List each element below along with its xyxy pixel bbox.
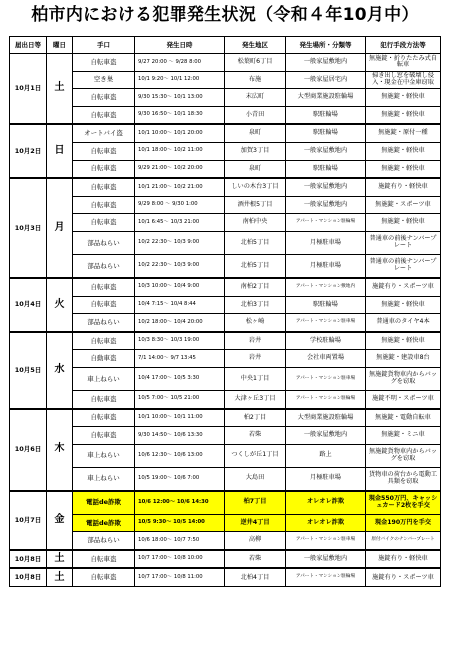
day-of-week-cell: 火 bbox=[47, 278, 73, 332]
table-row bbox=[10, 409, 441, 427]
place-cell: 一般家屋敷地内 bbox=[286, 178, 366, 196]
place-cell: アパート・マンション駐車場 bbox=[286, 314, 366, 332]
area-cell: 小青田 bbox=[225, 106, 286, 124]
technique-cell: 無施錠・軽快車 bbox=[366, 89, 441, 107]
datetime-cell: 10/2 22:30～ 10/3 9:00 bbox=[135, 231, 225, 254]
area-cell: 北柏5丁目 bbox=[225, 231, 286, 254]
area-cell: 中央1丁目 bbox=[225, 367, 286, 390]
table-row bbox=[10, 350, 441, 368]
day-of-week-cell: 土 bbox=[47, 550, 73, 569]
place-cell: 月極駐車場 bbox=[286, 467, 366, 491]
area-cell: 岩井 bbox=[225, 332, 286, 350]
datetime-cell: 10/1 9:20～ 10/1 12:00 bbox=[135, 71, 225, 89]
place-cell: 月極駐車場 bbox=[286, 254, 366, 278]
table-row bbox=[10, 427, 441, 445]
technique-cell: 現金550万円、キャッシュカード2枚を手交 bbox=[366, 491, 441, 515]
method-cell: 自転車盗 bbox=[73, 390, 135, 408]
day-of-week-cell: 月 bbox=[47, 178, 73, 278]
place-cell: オレオレ詐欺 bbox=[286, 514, 366, 532]
area-cell: 逆井4丁目 bbox=[225, 514, 286, 532]
technique-cell: 現金190万円を手交 bbox=[366, 514, 441, 532]
technique-cell: 無施錠・軽快車 bbox=[366, 332, 441, 350]
area-cell: 北柏5丁目 bbox=[225, 254, 286, 278]
method-cell: 車上ねらい bbox=[73, 467, 135, 491]
method-cell: 部品ねらい bbox=[73, 254, 135, 278]
area-cell: 高柳 bbox=[225, 532, 286, 550]
area-cell: 末広町 bbox=[225, 89, 286, 107]
method-cell: 部品ねらい bbox=[73, 231, 135, 254]
place-cell: アパート・マンション駐輪場 bbox=[286, 214, 366, 232]
datetime-cell: 9/27 20:00 ～ 9/28 8:00 bbox=[135, 54, 225, 72]
place-cell: 駅駐輪場 bbox=[286, 160, 366, 178]
area-cell: つくしが丘1丁目 bbox=[225, 444, 286, 467]
place-cell: アパート・マンション駐車場 bbox=[286, 367, 366, 390]
date-cell: 10月6日 bbox=[10, 409, 47, 491]
day-of-week-cell: 木 bbox=[47, 409, 73, 491]
place-cell: アパート・マンション駐輪場 bbox=[286, 390, 366, 408]
crime-table-container bbox=[9, 36, 440, 587]
table-row bbox=[10, 231, 441, 254]
area-cell: 若柴 bbox=[225, 427, 286, 445]
technique-cell: 無施錠・折りたたみ式自転車 bbox=[366, 54, 441, 72]
table-row bbox=[10, 71, 441, 89]
method-cell: 自転車盗 bbox=[73, 54, 135, 72]
datetime-cell: 10/7 17:00～ 10/8 10:00 bbox=[135, 550, 225, 569]
day-of-week-cell: 金 bbox=[47, 491, 73, 550]
place-cell: 一般家屋居宅内 bbox=[286, 71, 366, 89]
datetime-cell: 10/2 22:30～ 10/3 9:00 bbox=[135, 254, 225, 278]
area-cell: 若柴 bbox=[225, 550, 286, 569]
place-cell: オレオレ詐欺 bbox=[286, 491, 366, 515]
day-of-week-cell: 土 bbox=[47, 568, 73, 586]
technique-cell: 普通車の前後ナンバープレート bbox=[366, 254, 441, 278]
method-cell: オートバイ盗 bbox=[73, 124, 135, 142]
datetime-cell: 9/29 21:00～ 10/2 20:00 bbox=[135, 160, 225, 178]
datetime-cell: 9/30 15:30～ 10/1 13:00 bbox=[135, 89, 225, 107]
datetime-cell: 10/3 8:30～ 10/3 19:00 bbox=[135, 332, 225, 350]
method-cell: 車上ねらい bbox=[73, 444, 135, 467]
table-row bbox=[10, 214, 441, 232]
datetime-cell: 10/2 18:00～ 10/4 20:00 bbox=[135, 314, 225, 332]
place-cell: 大型商業施設駐輪場 bbox=[286, 89, 366, 107]
technique-cell: 貨物車の荷台から電動工具類を窃取 bbox=[366, 467, 441, 491]
area-cell: 泉町 bbox=[225, 124, 286, 142]
day-of-week-cell: 土 bbox=[47, 54, 73, 125]
place-cell: アパート・マンション駐輪場 bbox=[286, 568, 366, 586]
datetime-cell: 10/3 10:00～ 10/4 9:00 bbox=[135, 278, 225, 296]
technique-cell: 施錠有り・スポーツ車 bbox=[366, 278, 441, 296]
page-title: 柏市内における犯罪発生状況（令和４年10月中） bbox=[31, 5, 419, 25]
place-cell: 会社車両置場 bbox=[286, 350, 366, 368]
datetime-cell: 10/1 10:00～ 10/1 11:00 bbox=[135, 409, 225, 427]
table-row bbox=[10, 467, 441, 491]
area-cell: 布施 bbox=[225, 71, 286, 89]
area-cell: 柏7丁目 bbox=[225, 491, 286, 515]
place-cell: 一般家屋敷地内 bbox=[286, 550, 366, 569]
method-cell: 電話de詐欺 bbox=[73, 491, 135, 515]
method-cell: 自転車盗 bbox=[73, 214, 135, 232]
place-cell: 一般家屋敷地内 bbox=[286, 427, 366, 445]
place-cell: 一般家屋敷地内 bbox=[286, 196, 366, 214]
technique-cell: 無施錠・軽快車 bbox=[366, 142, 441, 160]
table-row bbox=[10, 390, 441, 408]
header-day-of-week: 曜日 bbox=[47, 37, 73, 54]
technique-cell: 普通車の前後ナンバープレート bbox=[366, 231, 441, 254]
crime-table bbox=[9, 36, 441, 587]
date-cell: 10月4日 bbox=[10, 278, 47, 332]
place-cell: 一般家屋敷地内 bbox=[286, 54, 366, 72]
technique-cell: 施錠有り・軽快車 bbox=[366, 550, 441, 569]
technique-cell: 施錠不明・スポーツ車 bbox=[366, 390, 441, 408]
table-row bbox=[10, 106, 441, 124]
method-cell: 自転車盗 bbox=[73, 568, 135, 586]
technique-cell: 無施錠・ミニ車 bbox=[366, 427, 441, 445]
place-cell: 一般家屋敷地内 bbox=[286, 142, 366, 160]
datetime-cell: 10/5 19:00～ 10/6 7:00 bbox=[135, 467, 225, 491]
method-cell: 自転車盗 bbox=[73, 278, 135, 296]
method-cell: 自転車盗 bbox=[73, 296, 135, 314]
header-date: 届出日等 bbox=[10, 37, 47, 54]
technique-cell: 無施錠・スポーツ車 bbox=[366, 196, 441, 214]
table-row bbox=[10, 314, 441, 332]
date-cell: 10月8日 bbox=[10, 568, 47, 586]
place-cell: 月極駐車場 bbox=[286, 231, 366, 254]
area-cell: 北柏4丁目 bbox=[225, 568, 286, 586]
datetime-cell: 9/29 8:00 ～ 9/30 1:00 bbox=[135, 196, 225, 214]
datetime-cell: 10/6 18:00～ 10/7 7:50 bbox=[135, 532, 225, 550]
table-row bbox=[10, 491, 441, 515]
datetime-cell: 10/6 12:00～ 10/6 14:30 bbox=[135, 491, 225, 515]
area-cell: 岩井 bbox=[225, 350, 286, 368]
technique-cell: 無施錠・原付一種 bbox=[366, 124, 441, 142]
technique-cell: 無施錠・軽快車 bbox=[366, 214, 441, 232]
table-row bbox=[10, 124, 441, 142]
header-method: 手口 bbox=[73, 37, 135, 54]
table-row bbox=[10, 550, 441, 569]
method-cell: 自転車盗 bbox=[73, 106, 135, 124]
table-header-row bbox=[10, 37, 441, 54]
area-cell: 南柏2丁目 bbox=[225, 278, 286, 296]
datetime-cell: 10/6 12:30～ 10/6 13:00 bbox=[135, 444, 225, 467]
place-cell: アパート・マンション駐車場 bbox=[286, 532, 366, 550]
place-cell: 学校駐輪場 bbox=[286, 332, 366, 350]
technique-cell: 普通車のタイヤ4本 bbox=[366, 314, 441, 332]
area-cell: 南柏中央 bbox=[225, 214, 286, 232]
place-cell: 駅駐輪場 bbox=[286, 296, 366, 314]
header-area: 発生地区 bbox=[225, 37, 286, 54]
area-cell: 北柏3丁目 bbox=[225, 296, 286, 314]
technique-cell: 無施錠・電動自転車 bbox=[366, 409, 441, 427]
datetime-cell: 10/7 17:00～ 10/8 11:00 bbox=[135, 568, 225, 586]
table-row bbox=[10, 367, 441, 390]
technique-cell: 無施錠・軽快車 bbox=[366, 296, 441, 314]
table-row bbox=[10, 444, 441, 467]
technique-cell: 無施錠貨物車内からバッグを窃取 bbox=[366, 444, 441, 467]
datetime-cell: 9/30 14:50～ 10/6 13:30 bbox=[135, 427, 225, 445]
table-row bbox=[10, 514, 441, 532]
datetime-cell: 10/4 7:15～ 10/4 8:44 bbox=[135, 296, 225, 314]
technique-cell: 原付バイクのナンバープレート bbox=[366, 532, 441, 550]
method-cell: 自動車盗 bbox=[73, 350, 135, 368]
method-cell: 自転車盗 bbox=[73, 142, 135, 160]
table-row bbox=[10, 278, 441, 296]
technique-cell: 無施錠貨物車内からバッグを窃取 bbox=[366, 367, 441, 390]
area-cell: 大津ヶ丘3丁目 bbox=[225, 390, 286, 408]
day-of-week-cell: 日 bbox=[47, 124, 73, 178]
header-datetime: 発生日時 bbox=[135, 37, 225, 54]
date-cell: 10月7日 bbox=[10, 491, 47, 550]
datetime-cell: 10/1 6:45～ 10/3 21:00 bbox=[135, 214, 225, 232]
method-cell: 自転車盗 bbox=[73, 427, 135, 445]
datetime-cell: 7/1 14:00～ 9/7 13:45 bbox=[135, 350, 225, 368]
area-cell: しいの木台3丁目 bbox=[225, 178, 286, 196]
area-cell: 松葉町6丁目 bbox=[225, 54, 286, 72]
method-cell: 自転車盗 bbox=[73, 550, 135, 569]
method-cell: 自転車盗 bbox=[73, 409, 135, 427]
method-cell: 空き巣 bbox=[73, 71, 135, 89]
technique-cell: 施錠有り・スポーツ車 bbox=[366, 568, 441, 586]
table-row bbox=[10, 196, 441, 214]
method-cell: 自転車盗 bbox=[73, 196, 135, 214]
method-cell: 部品ねらい bbox=[73, 532, 135, 550]
date-cell: 10月3日 bbox=[10, 178, 47, 278]
place-cell: アパート・マンション敷地内 bbox=[286, 278, 366, 296]
area-cell: 酒井根5丁目 bbox=[225, 196, 286, 214]
area-cell: 柏2丁目 bbox=[225, 409, 286, 427]
technique-cell: 無施錠・軽快車 bbox=[366, 106, 441, 124]
table-row bbox=[10, 142, 441, 160]
method-cell: 自転車盗 bbox=[73, 89, 135, 107]
method-cell: 電話de詐欺 bbox=[73, 514, 135, 532]
place-cell: 大型商業施設駐輪場 bbox=[286, 409, 366, 427]
date-cell: 10月2日 bbox=[10, 124, 47, 178]
datetime-cell: 10/1 21:00～ 10/2 21:00 bbox=[135, 178, 225, 196]
day-of-week-cell: 水 bbox=[47, 332, 73, 409]
datetime-cell: 10/5 9:30～ 10/5 14:00 bbox=[135, 514, 225, 532]
datetime-cell: 10/1 10:00～ 10/1 20:00 bbox=[135, 124, 225, 142]
date-cell: 10月1日 bbox=[10, 54, 47, 125]
table-row bbox=[10, 532, 441, 550]
date-cell: 10月8日 bbox=[10, 550, 47, 569]
table-body bbox=[10, 54, 441, 587]
header-technique: 犯行手段方法等 bbox=[366, 37, 441, 54]
area-cell: 加賀3丁目 bbox=[225, 142, 286, 160]
datetime-cell: 9/30 16:50～ 10/1 18:30 bbox=[135, 106, 225, 124]
datetime-cell: 10/1 18:00～ 10/2 11:00 bbox=[135, 142, 225, 160]
table-row bbox=[10, 254, 441, 278]
technique-cell: 施錠有り・軽快車 bbox=[366, 178, 441, 196]
table-row bbox=[10, 178, 441, 196]
technique-cell: 掃き出し窓を破壊し侵入・現金在中金庫窃取 bbox=[366, 71, 441, 89]
method-cell: 車上ねらい bbox=[73, 367, 135, 390]
method-cell: 部品ねらい bbox=[73, 314, 135, 332]
date-cell: 10月5日 bbox=[10, 332, 47, 409]
place-cell: 駅駐輪場 bbox=[286, 106, 366, 124]
header-place: 発生場所・分類等 bbox=[286, 37, 366, 54]
method-cell: 自転車盗 bbox=[73, 332, 135, 350]
table-row bbox=[10, 89, 441, 107]
table-row bbox=[10, 568, 441, 586]
table-row bbox=[10, 160, 441, 178]
place-cell: 路上 bbox=[286, 444, 366, 467]
table-row bbox=[10, 332, 441, 350]
datetime-cell: 10/5 7:00～ 10/5 21:00 bbox=[135, 390, 225, 408]
table-row bbox=[10, 54, 441, 72]
technique-cell: 無施錠・軽快車 bbox=[366, 160, 441, 178]
method-cell: 自転車盗 bbox=[73, 178, 135, 196]
area-cell: 大島田 bbox=[225, 467, 286, 491]
area-cell: 松ヶ崎 bbox=[225, 314, 286, 332]
datetime-cell: 10/4 17:00～ 10/5 3:30 bbox=[135, 367, 225, 390]
area-cell: 泉町 bbox=[225, 160, 286, 178]
technique-cell: 無施錠・建設車8台 bbox=[366, 350, 441, 368]
place-cell: 駅駐輪場 bbox=[286, 124, 366, 142]
table-row bbox=[10, 296, 441, 314]
method-cell: 自転車盗 bbox=[73, 160, 135, 178]
